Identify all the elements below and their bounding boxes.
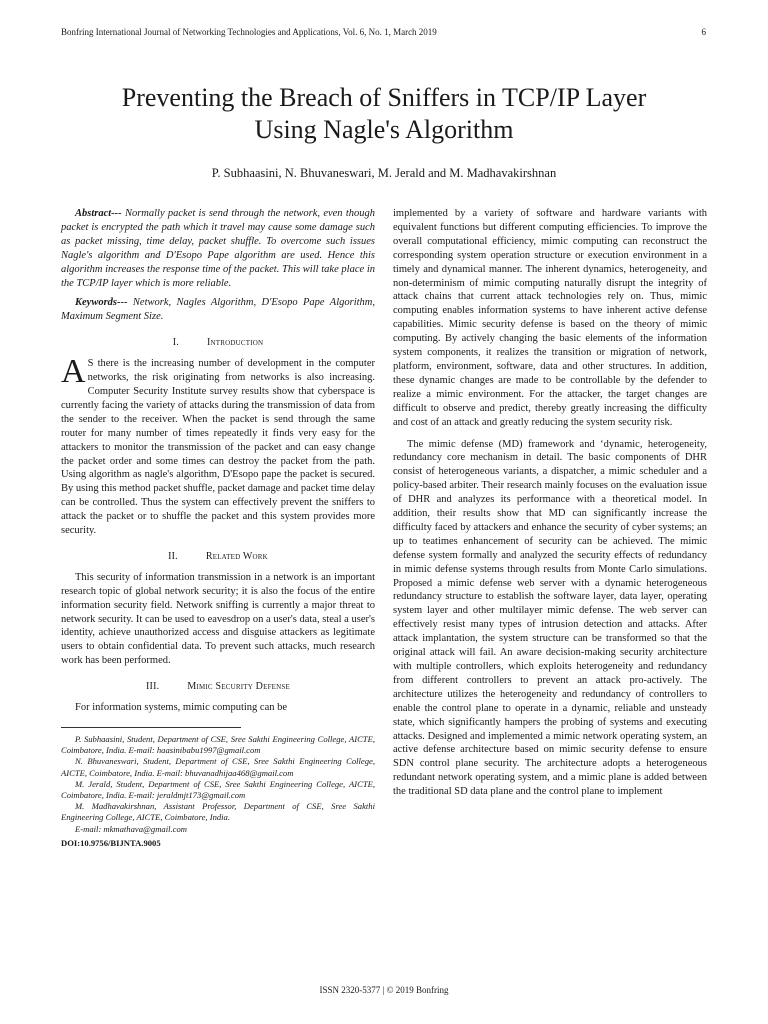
footnote: N. Bhuvaneswari, Student, Department of CSE, Sree Sakthi Engineering College, AICTE, Coimbatore, India. E-mail: bhuvanadhijaa468@gmail.com: [61, 756, 375, 778]
section-heading-introduction: I. Introduction: [172, 337, 264, 349]
related-work-paragraph: This security of information transmission in a network is an important research topic of global network security; it is also the focus of the entire information security field. Network sniffing is currently a major threat to network security. It can be used to eavesdrop on a user's data, steal a user's identity, achieve unauthorized access and disguise attackers as legitimate users to obtain confidential data. To prevent such attacks, much research work has been performed.: [61, 571, 375, 667]
left-column: [61, 207, 375, 851]
footnote: E-mail: mkmathava@gmail.com: [75, 823, 187, 834]
introduction-paragraph: A S there is the increasing number of development in the computer networks, the risk originating from networks is also increasing. Computer Security Institute survey results show that cyberspace is currently facing the variety of attacks during the transmission of data from the sender to the receiver. When the packet is send through the same router for many number of times repeatedly it finds very easy for the attackers to monitor the transmission of the packet and can easy change the packet order and some times can destroy the packet from the path. Using algorithm as nagle's algorithm, D'Esopo pape the packet is secured. By using this method packet shuffle, packet damage and packet time delay can be controlled. Thus the system can effectively prevent the sniffers to attack the packet or to shuffle the packet and this system provides more security.: [61, 353, 375, 537]
footnote-rule: [61, 727, 241, 728]
abstract: [61, 207, 375, 290]
drop-cap: A: [61, 353, 86, 391]
mimic-paragraph-start: For information systems, mimic computing can be: [75, 702, 288, 714]
keywords-text: Network, Nagles Algorithm, D'Esopo Pape Algorithm, Maximum Segment Size.: [61, 297, 375, 323]
footnote: P. Subhaasini, Student, Department of CSE, Sree Sakthi Engineering College, AICTE, Coimbatore, India. E-mail: haasinibabu1997@gmail.com: [61, 734, 375, 756]
author-list: P. Subhaasini, N. Bhuvaneswari, M. Jerald and M. Madhavakirshnan: [211, 166, 557, 180]
footnote: M. Jerald, Student, Department of CSE, Sree Sakthi Engineering College, AICTE, Coimbatore, India. E-mail: jeraldmjt173@gmail.com: [61, 778, 375, 801]
author-footnotes: [61, 734, 375, 835]
abstract-label: Abstract---: [75, 208, 122, 219]
keywords: [61, 296, 375, 324]
paper-title: [40, 82, 728, 146]
section-heading-mimic-security: III. Mimic Security Defense: [146, 681, 290, 693]
mimic-defense-paragraph: The mimic defense (MD) framework and ‘dynamic, heterogeneity, redundancy core mechanism in detail. The basic components of DHR consist of heterogeneous variants, a dispatcher, a mimic scheduler and a policy-based arbiter. Their research mainly focuses on the evaluation issue of DHR and analyzes its performance with a theoretical model. In addition, their results show that MD can significantly increase the difficulty faced by attackers and enhance the security of cyber systems; an up to teatimes enhancement of security can be achieved. The mimic defense system formally and analyzed the security effects of redundancy in mimic defense systems through results from Monte Carlo simulations. Proposed a mimic defense web server with a dynamic heterogeneous redundancy structure to establish the software layer, data layer, operating system layer and other multilayer mimic defense. The web server can effectively resist many types of intrusion detection and attacks. After attack implantation, the system structure can be transformed so that the original attack will fail. An aware decision-making security architecture with multiple controllers, which exploits heterogeneity and redundancy from different controllers to prevent an attack pro-actively. The architecture utilizes the heterogeneity and redundancy of controllers to enable the control plane to operate in a dynamic, reliable and unsteady state, which significantly hampers the probing of systems and executing attacks. Designed and implemented a mimic network operating system, an active defense architecture based on mimic security defense to ensure SDN control plane security. The architecture adopts a heterogeneous redundant network operating system, and a mimic plane is added between the traditional SD data plane and the control plane to implement: [393, 438, 707, 798]
right-column: [393, 207, 707, 799]
title-line-1: Preventing the Breach of Sniffers in TCP/IP Layer: [121, 83, 647, 112]
title-line-2: Using Nagle's Algorithm: [254, 115, 514, 144]
section-heading-related-work: II. Related Work: [168, 550, 268, 562]
doi: DOI:10.9756/BIJNTA.9005: [61, 837, 161, 848]
page-number: 6: [701, 27, 706, 37]
journal-header: Bonfring International Journal of Networking Technologies and Applications, Vol. 6, No. 1, March 2019: [61, 27, 437, 37]
abstract-text: Normally packet is send through the network, even though packet is encrypted the path which it travel may cause some damage such as packet missing, time delay, packet shuffle. To overcome such issues Nagle's algorithm and D'Esopo Pape algorithm are used. Hence this algorithm increases the response time of the packet. This will take place in the TCP/IP layer which is more reliable.: [61, 208, 375, 289]
page-footer: ISSN 2320-5377 | © 2019 Bonfring: [319, 985, 449, 995]
footnote: M. Madhavakirshnan, Assistant Professor, Department of CSE, Sree Sakthi Engineering College, AICTE, Coimbatore, India.: [61, 801, 375, 823]
mimic-paragraph-continued: implemented by a variety of software and hardware variants with equivalent functions but different computing efficiencies. To improve the overall computational efficiency, mimic computing can reconstruct the corresponding system operation structure or execution environment in a timely and dynamical manner. The inherent dynamics, heterogeneity, and non-determinism of mimic computing naturally disrupt the integrity of attack chains that current attack technologies rely on. Thus, mimic computing enables information systems to have inherent active defense capabilities. Mimic security defense is based on the theory of mimic computing. By actively changing the basic elements of the information system components, it realizes the transition or migration of network, platform, environment, software, data and other structures. In addition, these dynamic changes are made to be controllable by the defender to realize a mimic environment. For the attacker, the target changes are difficult to observe and predict, thereby greatly increasing the difficulty and cost of an attack and greatly reducing the system security risk.: [393, 208, 707, 428]
keywords-label: Keywords---: [75, 297, 128, 309]
